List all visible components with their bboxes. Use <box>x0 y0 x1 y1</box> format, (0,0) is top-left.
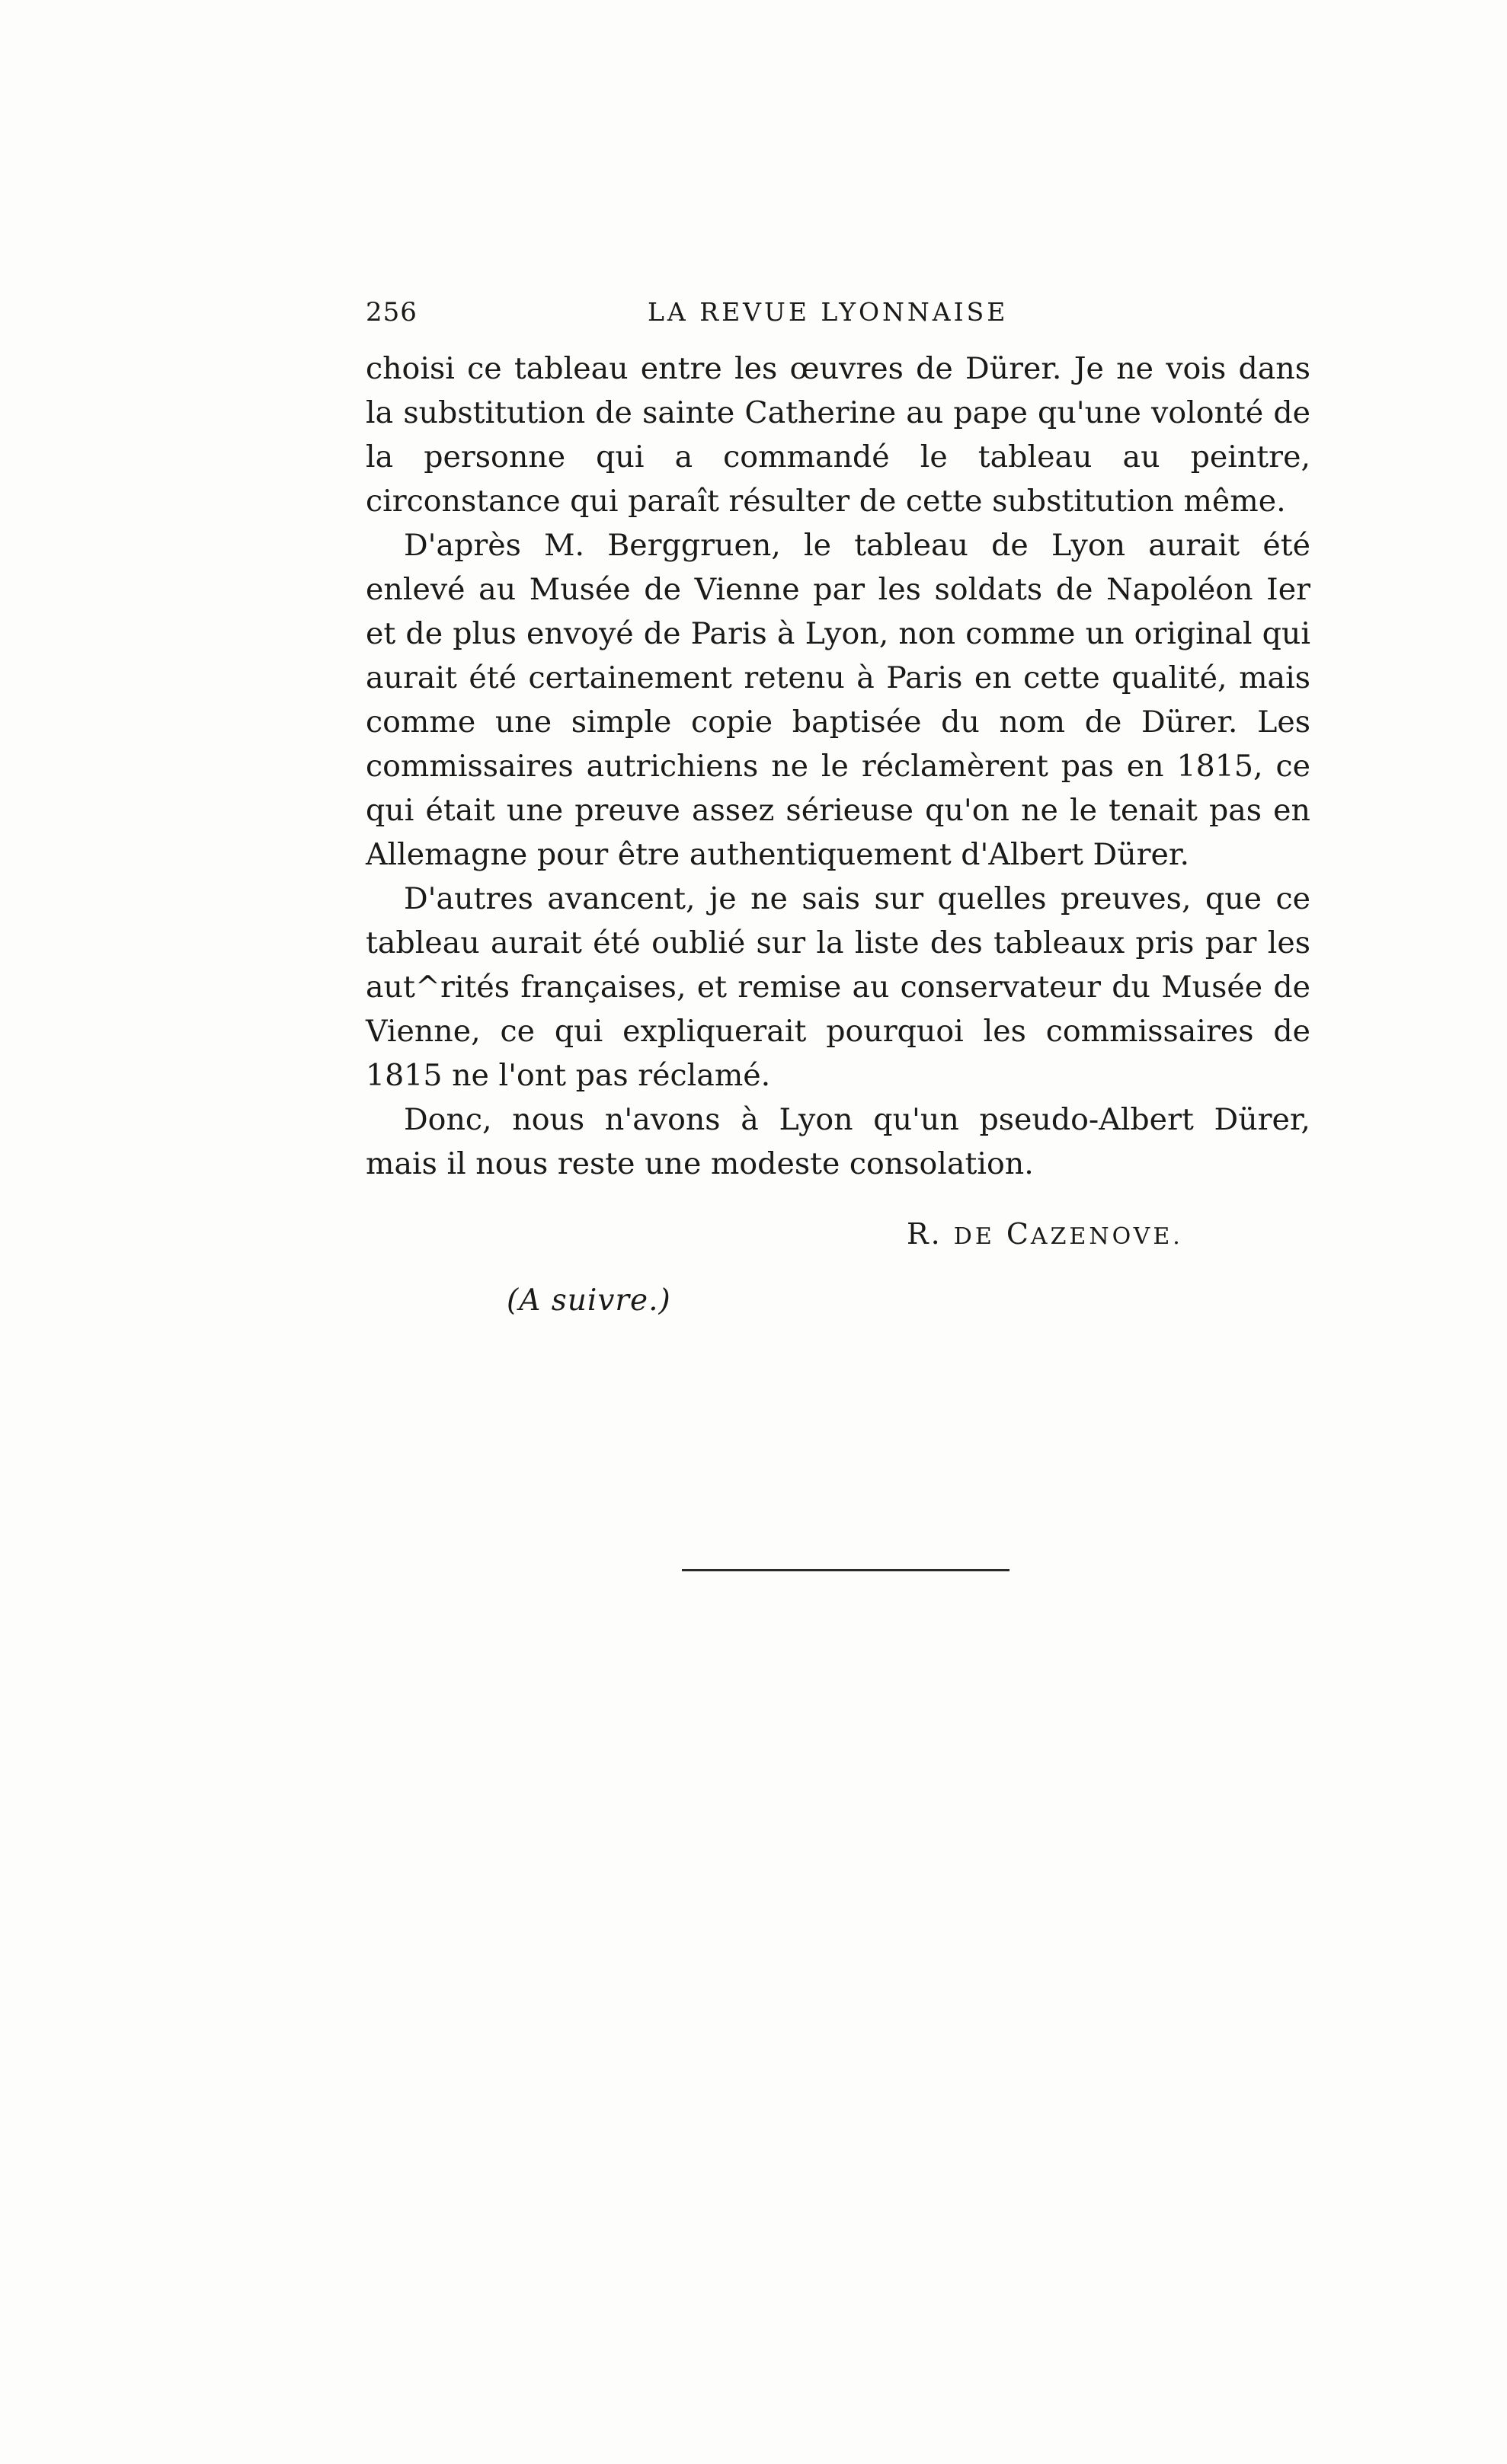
author-signature <box>907 1217 1183 1251</box>
paragraph-4: Donc, nous n'avons à Lyon qu'un pseudo-Albert Dürer, mais il nous reste une modeste consolation. <box>366 1102 1310 1181</box>
signature-surname-initial: C <box>1006 1217 1031 1251</box>
signature-particle: DE <box>953 1223 995 1250</box>
end-rule-divider <box>682 1569 1009 1571</box>
signature-surname-rest: AZENOVE. <box>1030 1223 1183 1250</box>
paragraph-1: choisi ce tableau entre les œuvres de Dürer. Je ne vois dans la substitution de sainte Catherine au pape qu'une volonté de la personne qui a commandé le tableau au peintre, circonstance qui paraît résulter de cette substitution même. <box>366 351 1310 519</box>
paragraph-2: D'après M. Berggruen, le tableau de Lyon aurait été enlevé au Musée de Vienne par les soldats de Napoléon Ier et de plus envoyé de Paris à Lyon, non comme un original qui aurait été certainement retenu à Paris en cette qualité, mais comme une simple copie baptisée du nom de Dürer. Les commissaires autrichiens ne le réclamèrent pas en 1815, ce qui était une preuve assez sérieuse qu'on ne le tenait pas en Allemagne pour être authentiquement d'Albert Dürer. <box>366 528 1310 872</box>
signature-initial: R. <box>907 1217 942 1251</box>
continuation-note: (A suivre.) <box>507 1283 671 1318</box>
page-header <box>366 297 1310 335</box>
body-text <box>366 347 1310 1186</box>
page-number: 256 <box>366 297 418 328</box>
running-title: LA REVUE LYONNAISE <box>648 297 1009 327</box>
paragraph-3: D'autres avancent, je ne sais sur quelles preuves, que ce tableau aurait été oublié sur la liste des tableaux pris par les aut^rités françaises, et remise au conservateur du Musée de Vienne, ce qui expliquerait pourquoi les commissaires de 1815 ne l'ont pas réclamé. <box>366 881 1310 1093</box>
